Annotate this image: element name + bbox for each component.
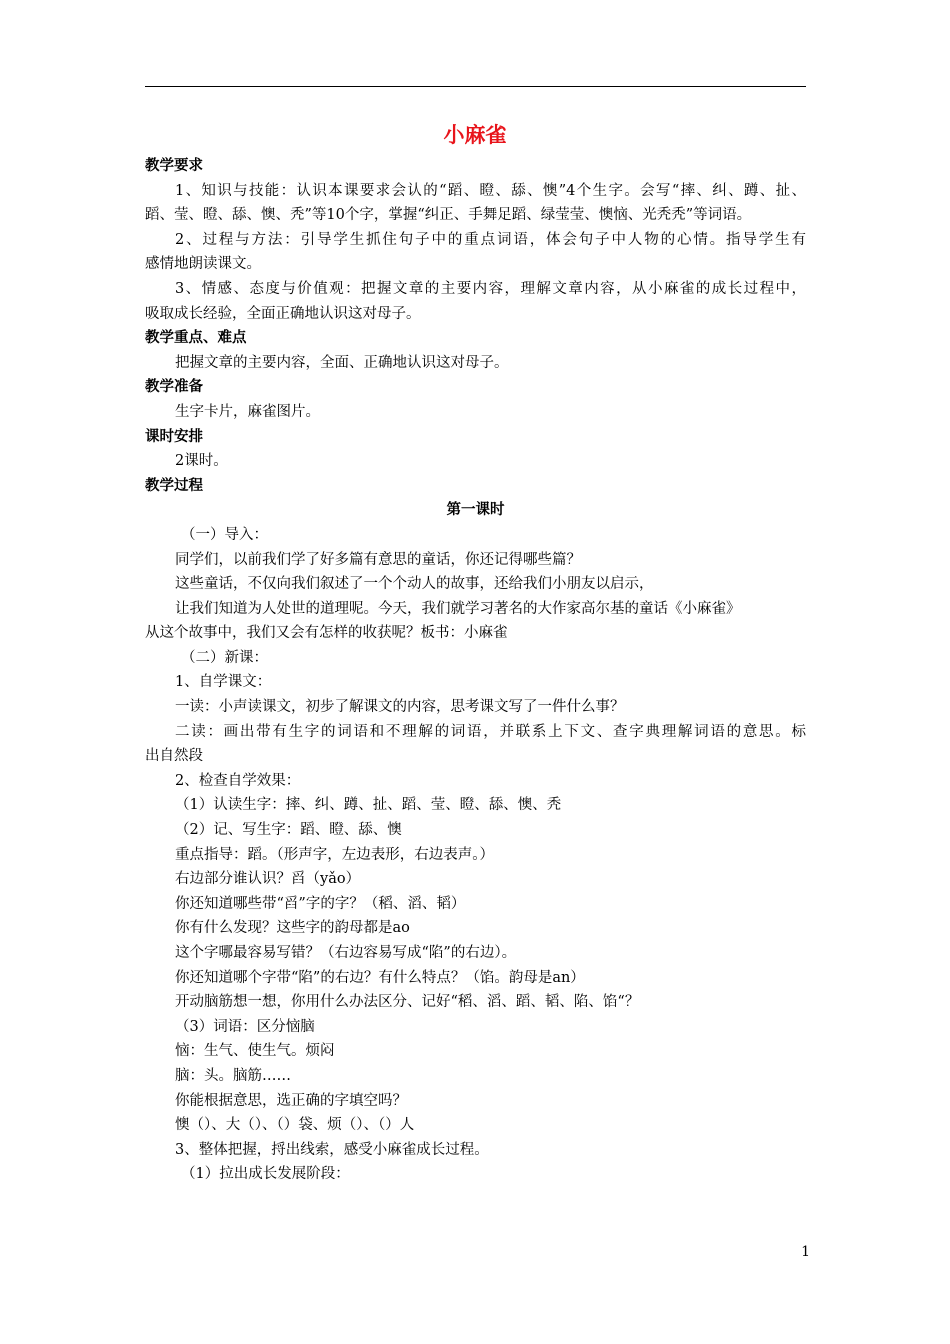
paragraph-line: 你能根据意思，选正确的字填空吗？ [175, 1092, 407, 1109]
paragraph-line: （1）认读生字：摔、纠、蹲、扯、蹈、莹、瞪、舔、懊、秃 [175, 797, 562, 814]
paragraph-line: （二）新课： [181, 649, 268, 666]
section-heading: 教学准备 [145, 379, 203, 396]
paragraph-line: 二读：画出带有生字的词语和不理解的词语，并联系上下文、查字典理解词语的意思。标 [175, 723, 806, 740]
page-number: 1 [801, 1244, 810, 1260]
paragraph-line: （3）词语：区分恼脑 [175, 1018, 315, 1035]
paragraph-line: 一读：小声读课文，初步了解课文的内容，思考课文写了一件什么事？ [175, 699, 625, 716]
paragraph-line: 从这个故事中，我们又会有怎样的收获呢？板书：小麻雀 [145, 625, 508, 642]
paragraph-line: 2课时。 [175, 453, 228, 470]
section-heading: 教学要求 [145, 158, 203, 174]
document-body [145, 154, 806, 1187]
section-heading: 教学过程 [145, 477, 203, 494]
paragraph-line: 开动脑筋想一想，你用什么办法区分、记好“稻、滔、蹈、韬、陷、馅“？ [175, 994, 640, 1011]
paragraph-line: 感情地朗读课文。 [145, 256, 261, 273]
paragraph-line: 蹈、莹、瞪、舔、懊、秃”等10个字，掌握“纠正、手舞足蹈、绿莹莹、懊恼、光秃秃”等词语。 [145, 207, 752, 224]
paragraph-line: 懊（）、大（）、（）袋、烦（）、（）人 [175, 1117, 415, 1134]
paragraph-line: 你还知道哪个字带“陷”的右边？有什么特点？（馅。韵母是an） [175, 969, 585, 986]
paragraph-line: 1、知识与技能：认识本课要求会认的“蹈、瞪、舔、懊”4个生字。会写“摔、纠、蹲、扯、 [175, 182, 806, 199]
paragraph-line: 这个字哪最容易写错？（右边容易写成“陷”的右边）。 [175, 945, 517, 961]
paragraph-line: 脑：头。脑筋…… [175, 1067, 291, 1084]
section-heading: 教学重点、难点 [145, 330, 247, 347]
paragraph-line: 把握文章的主要内容，全面、正确地认识这对母子。 [175, 354, 509, 371]
paragraph-line: 让我们知道为人处世的道理呢。今天，我们就学习著名的大作家高尔基的童话《小麻雀》 [175, 600, 741, 617]
header-rule [145, 86, 806, 87]
paragraph-line: 吸取成长经验，全面正确地认识这对母子。 [145, 305, 421, 322]
paragraph-line: 2、检查自学效果： [175, 772, 301, 789]
paragraph-line: 你还知道哪些带“舀”字的字？（稻、滔、韬） [175, 895, 466, 912]
paragraph-line: 重点指导：蹈。（形声字，左边表形，右边表声。） [175, 846, 494, 863]
paragraph-line: 恼：生气、使生气。烦闷 [175, 1043, 335, 1060]
paragraph-line: 这些童话，不仅向我们叙述了一个个动人的故事，还给我们小朋友以启示， [175, 576, 654, 593]
paragraph-line: 3、整体把握，捋出线索，感受小麻雀成长过程。 [175, 1141, 489, 1158]
paragraph-line: （1）拉出成长发展阶段： [181, 1166, 350, 1183]
paragraph-line: 生字卡片，麻雀图片。 [175, 403, 320, 420]
paragraph-line: 你有什么发现？这些字的韵母都是ao [175, 920, 410, 937]
paragraph-line: 出自然段 [145, 748, 203, 765]
paragraph-line: 2、过程与方法：引导学生抓住句子中的重点词语，体会句子中人物的心情。指导学生有 [175, 231, 806, 248]
lesson-heading: 第一课时 [446, 502, 505, 519]
paragraph-line: 右边部分谁认识？舀（yǎo） [175, 871, 361, 888]
paragraph-line: 3、情感、态度与价值观：把握文章的主要内容，理解文章内容，从小麻雀的成长过程中， [175, 280, 806, 297]
section-heading: 课时安排 [145, 428, 203, 445]
page-title: 小麻雀 [443, 123, 507, 147]
paragraph-line: （2）记、写生字：蹈、瞪、舔、懊 [175, 822, 402, 839]
paragraph-line: （一）导入： [181, 526, 268, 543]
paragraph-line: 同学们，以前我们学了好多篇有意思的童话，你还记得哪些篇？ [175, 551, 581, 568]
paragraph-line: 1、自学课文： [175, 674, 272, 691]
